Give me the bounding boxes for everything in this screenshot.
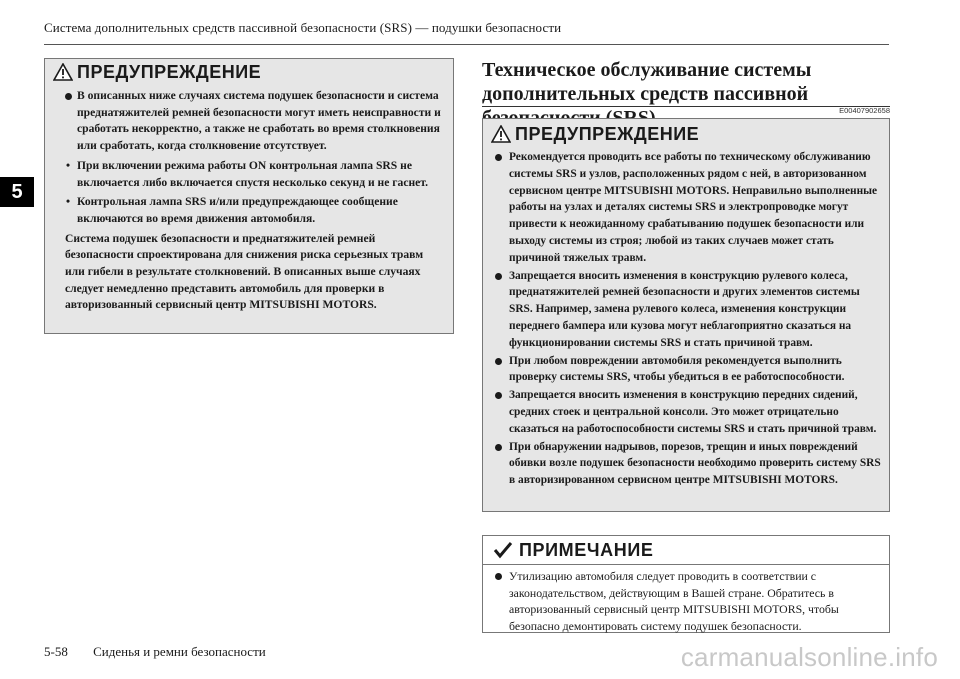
warning-heading-text: ПРЕДУПРЕЖДЕНИЕ <box>77 61 262 82</box>
warning-item: Рекомендуется проводить все работы по техническому обслуживанию системы SRS и узлов, расположенных рядом с ней, в авторизованном сервисном центре MITSUBISHI MOTORS. Неправильно выполненные работы на узлах и деталях системы SRS и электропроводке могут привести к неожиданному срабатыванию подушек безопасности или выходу системы из строя; любой из таких случаев может стать причиной тяжелых травм. <box>495 149 883 267</box>
chapter-tab: 5 <box>0 177 34 207</box>
note-heading-text: ПРИМЕЧАНИЕ <box>519 539 654 560</box>
note-box <box>482 535 890 633</box>
footer-section: Сиденья и ремни безопасности <box>93 644 266 659</box>
warning-heading-text: ПРЕДУПРЕЖДЕНИЕ <box>515 123 700 144</box>
warning-item: При любом повреждении автомобиля рекомендуется выполнить проверку системы SRS, чтобы убедиться в ее работоспособности. <box>495 353 883 387</box>
warning-paragraph: Система подушек безопасности и преднатяжителей ремней безопасности спроектирована для снижения риска серьезных травм или гибели в результате столкновений. В описанных выше случаях следует немедленно представить автомобиль для проверки в авторизованный сервисный центр MITSUBISHI MOTORS. <box>65 231 424 312</box>
warning-box-left <box>44 58 454 334</box>
section-title: Техническое обслуживание системы дополнительных средств пассивной <box>482 59 812 105</box>
warning-header <box>45 59 453 85</box>
warning-box-right <box>482 118 890 512</box>
note-header <box>483 536 889 565</box>
warning-header <box>483 119 889 149</box>
warning-triangle-icon <box>491 125 511 143</box>
section-code: E00407902658 <box>839 106 890 115</box>
page-header-title: Система дополнительных средств пассивной безопасности (SRS) — подушки безопасности <box>44 20 562 35</box>
warning-subitem: • Контрольная лампа SRS и/или предупреждающее сообщение включаются во время движения автомобиля. <box>65 194 443 227</box>
note-item: Утилизацию автомобиля следует проводить в соответствии с законодательством, действующим в Вашей стране. Обратитесь в авторизованный сервисный центр MITSUBISHI MOTORS, чтобы безопасно демонтировать систему подушек безопасности. <box>495 568 883 634</box>
page-footer <box>44 644 266 660</box>
warning-item: В описанных ниже случаях система подушек безопасности и система преднатяжителей ремней безопасности могут иметь неисправности и сработать некорректно, а также не сработать во время столкновения или сработать, когда столкновение отсутствует. <box>65 88 443 155</box>
page-number: 5-58 <box>44 644 68 659</box>
header-divider <box>44 44 889 45</box>
warning-item: При обнаружении надрывов, порезов, трещин и иных повреждений обивки возле подушек безопасности необходимо проверить систему SRS в авторизированном сервисном центре MITSUBISHI MOTORS. <box>495 439 883 489</box>
checkmark-icon <box>493 541 513 559</box>
warning-subitem: • При включении режима работы ON контрольная лампа SRS не включается либо включается спустя несколько секунд и не гаснет. <box>65 158 443 191</box>
warning-triangle-icon <box>53 63 73 81</box>
warning-item: Запрещается вносить изменения в конструкцию рулевого колеса, преднатяжителей ремней безопасности и других элементов системы SRS. Например, замена рулевого колеса, изменения конструкции переднего бампера или кузова могут неблагоприятно сказаться на функционировании системы SRS и стать причиной травм. <box>495 268 883 352</box>
watermark: carmanualsonline.info <box>680 642 938 672</box>
warning-item: Запрещается вносить изменения в конструкцию передних сидений, средних стоек и центральной консоли. Это может отрицательно сказаться на работоспособности системы SRS и стать причиной травм. <box>495 387 883 437</box>
